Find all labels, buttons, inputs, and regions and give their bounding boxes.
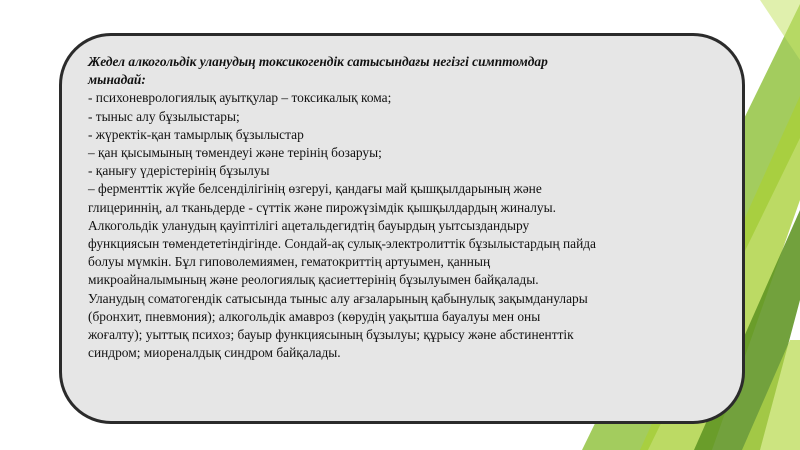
text-line: функциясын төмендететіндігінде. Сондай-ақ сулық-электролиттік бұзылыстардың пайда: [88, 236, 596, 252]
text-line: синдром; миореналдық синдром байқалады.: [88, 345, 341, 361]
text-line: - тыныс алу бұзылыстары;: [88, 108, 240, 124]
text-line: – қан қысымының төмендеуі және терінің бозаруы;: [88, 145, 382, 161]
text-line: – ферменттік жүйе белсенділігінің өзгеруі, қандағы май қышқылдарының және: [88, 181, 542, 197]
heading-line-2: мынадай:: [88, 72, 146, 88]
text-line: - қанығу үдерістерінің бұзылуы: [88, 163, 270, 179]
text-line: Алкогольдік уланудың қауіптілігі ацетальдегидтің бауырдың уытсыздандыру: [88, 217, 530, 233]
text-line: микроайналымының және реологиялық қасиеттерінің бұзылуымен байқалады.: [88, 272, 539, 288]
text-line: жоғалту); уыттық психоз; бауыр функциясының бұзылуы; құрысу және абстиненттік: [88, 327, 574, 343]
heading-line-1: Жедел алкогольдік уланудың токсикогендік сатысындағы негізгі симптомдар: [88, 54, 548, 69]
text-line: глицериннің, ал тканьдерде - сүттік және пирожүзімдік қышқылдардың жиналуы.: [88, 199, 556, 215]
text-line: - жүректік-қан тамырлық бұзылыстар: [88, 126, 304, 142]
text-line: Уланудың соматогендік сатысында тыныс алу ағзаларының қабынулық зақымданулары: [88, 290, 588, 306]
content-card: [59, 33, 745, 424]
text-line: - психоневрологиялық ауытқулар – токсикалық кома;: [88, 90, 392, 106]
text-line: (бронхит, пневмония); алкогольдік амавроз (көрудің уақытша бауалуы мен оны: [88, 308, 541, 324]
text-line: болуы мүмкін. Бұл гиповолемиямен, гематокриттің артуымен, қанның: [88, 254, 491, 270]
